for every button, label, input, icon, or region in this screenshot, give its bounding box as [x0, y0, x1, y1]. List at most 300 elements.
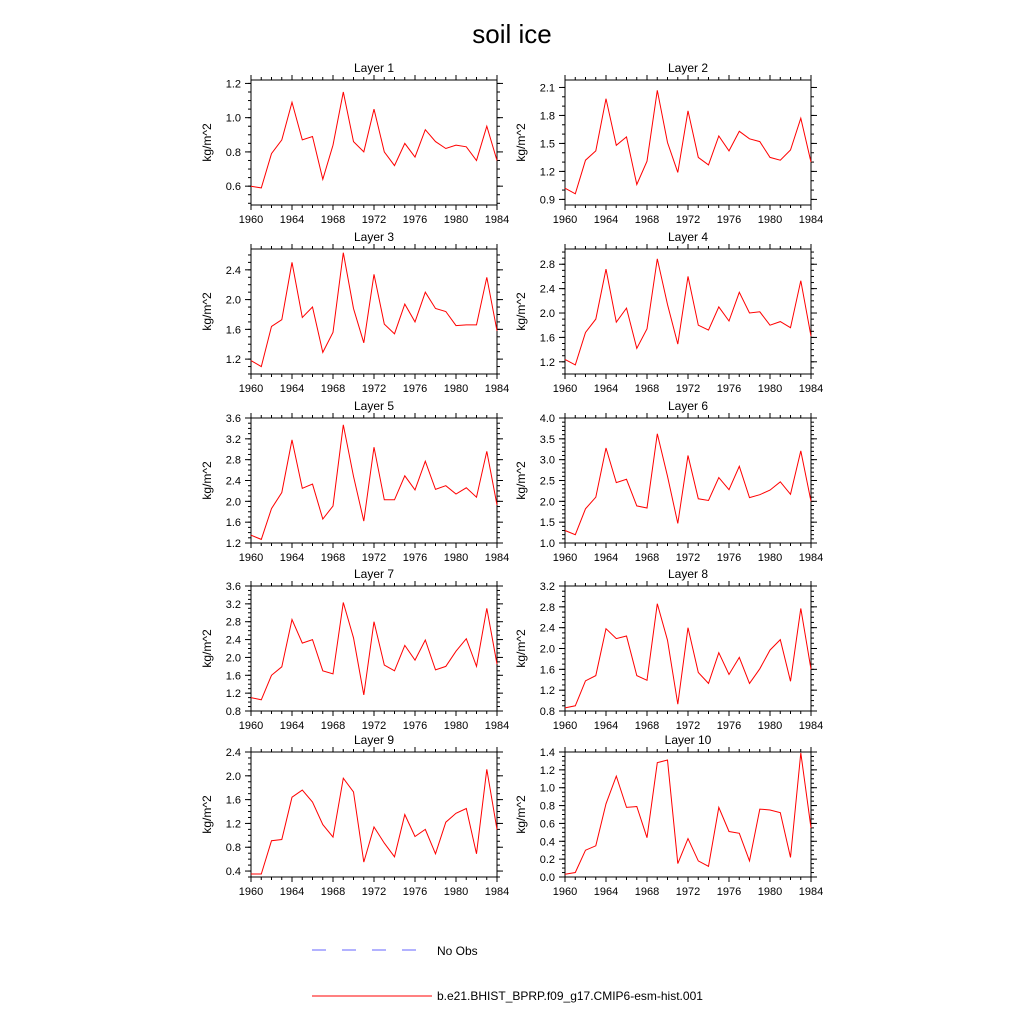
data-point: [626, 479, 627, 480]
data-point: [322, 179, 323, 180]
data-point: [657, 433, 658, 434]
y-tick-label: 2.1: [539, 82, 555, 95]
x-tick-label: 1960: [238, 383, 264, 395]
data-point: [585, 680, 586, 681]
data-point: [780, 812, 781, 813]
y-tick-label: 1.5: [539, 517, 555, 530]
data-point: [445, 148, 446, 149]
data-point: [384, 664, 385, 665]
data-point: [384, 151, 385, 152]
data-point: [302, 643, 303, 644]
x-tick-label: 1984: [484, 720, 510, 732]
data-point: [414, 660, 415, 661]
data-point: [667, 759, 668, 760]
data-point: [486, 126, 487, 127]
data-point: [435, 489, 436, 490]
data-point: [281, 139, 282, 140]
y-tick-label: 2.4: [225, 475, 241, 488]
data-point: [445, 666, 446, 667]
data-point: [616, 638, 617, 639]
data-point: [657, 258, 658, 259]
data-point: [575, 364, 576, 365]
x-tick-label: 1964: [593, 886, 619, 898]
data-point: [312, 306, 313, 307]
data-point: [455, 144, 456, 145]
data-point: [466, 638, 467, 639]
y-tick-label: 1.2: [539, 685, 555, 698]
data-point: [605, 269, 606, 270]
panel-title: Layer 6: [667, 399, 709, 413]
data-point: [353, 141, 354, 142]
data-point: [698, 672, 699, 673]
x-tick-label: 1984: [798, 886, 824, 898]
x-tick-label: 1964: [279, 214, 305, 226]
x-tick-label: 1964: [279, 383, 305, 395]
data-point: [394, 165, 395, 166]
data-point: [312, 136, 313, 137]
panel-grid: [200, 61, 823, 898]
data-point: [790, 327, 791, 328]
x-tick-label: 1968: [634, 552, 660, 564]
data-point: [312, 639, 313, 640]
data-point: [291, 439, 292, 440]
data-point: [343, 252, 344, 253]
data-point: [800, 752, 801, 753]
data-point: [616, 776, 617, 777]
data-point: [343, 91, 344, 92]
data-point: [575, 705, 576, 706]
data-point: [404, 814, 405, 815]
y-tick-label: 2.0: [225, 496, 241, 509]
data-point: [646, 161, 647, 162]
data-point: [595, 675, 596, 676]
data-point: [718, 477, 719, 478]
data-point: [291, 797, 292, 798]
data-point: [343, 602, 344, 603]
y-tick-label: 0.0: [539, 872, 555, 884]
data-point: [616, 322, 617, 323]
data-point: [687, 627, 688, 628]
data-point: [718, 807, 719, 808]
data-point: [261, 366, 262, 367]
data-point: [414, 836, 415, 837]
y-tick-label: 1.6: [539, 664, 555, 677]
x-tick-label: 1964: [593, 552, 619, 564]
data-point: [677, 344, 678, 345]
data-point: [564, 874, 565, 875]
data-point: [271, 508, 272, 509]
data-point: [564, 188, 565, 189]
data-point: [626, 807, 627, 808]
y-tick-label: 3.2: [225, 433, 241, 446]
x-tick-label: 1960: [552, 552, 578, 564]
data-point: [718, 135, 719, 136]
panel-3: [200, 230, 509, 395]
y-tick-label: 1.8: [539, 110, 555, 123]
data-point: [394, 333, 395, 334]
data-point: [322, 518, 323, 519]
data-point: [657, 90, 658, 91]
x-tick-label: 1984: [798, 214, 824, 226]
data-point: [575, 534, 576, 535]
y-tick-label: 4.0: [539, 413, 555, 425]
data-point: [585, 160, 586, 161]
data-point: [353, 791, 354, 792]
panel-title: Layer 3: [353, 230, 395, 244]
x-tick-label: 1960: [238, 552, 264, 564]
panel-9: [200, 733, 509, 898]
data-point: [435, 853, 436, 854]
panel-title: Layer 4: [667, 230, 709, 244]
data-point: [646, 328, 647, 329]
y-tick-label: 2.0: [225, 652, 241, 665]
data-point: [455, 493, 456, 494]
data-point: [271, 840, 272, 841]
data-point: [780, 639, 781, 640]
data-point: [322, 352, 323, 353]
panel-title: Layer 5: [353, 399, 395, 413]
legend-no-obs-label: No Obs: [437, 944, 478, 958]
data-point: [687, 455, 688, 456]
data-point: [343, 424, 344, 425]
x-tick-label: 1960: [238, 886, 264, 898]
x-tick-label: 1984: [798, 383, 824, 395]
data-point: [496, 330, 497, 331]
y-axis-label: kg/m^2: [200, 461, 214, 500]
x-tick-label: 1964: [593, 720, 619, 732]
data-point: [564, 707, 565, 708]
data-point: [414, 321, 415, 322]
data-point: [728, 831, 729, 832]
data-point: [373, 274, 374, 275]
data-point: [363, 862, 364, 863]
data-point: [373, 447, 374, 448]
data-point: [718, 306, 719, 307]
y-tick-label: 1.2: [225, 688, 241, 701]
data-point: [636, 505, 637, 506]
data-point: [749, 860, 750, 861]
y-tick-label: 1.2: [539, 356, 555, 369]
data-point: [657, 603, 658, 604]
plot-frame: [565, 418, 811, 543]
data-point: [486, 451, 487, 452]
data-point: [486, 277, 487, 278]
x-tick-label: 1980: [443, 214, 469, 226]
data-point: [476, 160, 477, 161]
y-tick-label: 2.4: [225, 264, 241, 277]
data-point: [302, 789, 303, 790]
data-point: [759, 311, 760, 312]
series-line: [565, 90, 811, 194]
data-point: [698, 157, 699, 158]
data-point: [291, 102, 292, 103]
y-axis-label: kg/m^2: [200, 795, 214, 834]
x-tick-label: 1972: [675, 383, 701, 395]
x-tick-label: 1960: [552, 383, 578, 395]
plot-frame: [251, 418, 497, 543]
x-tick-label: 1960: [552, 886, 578, 898]
plot-frame: [251, 249, 497, 374]
data-point: [728, 489, 729, 490]
y-axis-label: kg/m^2: [514, 292, 528, 331]
y-tick-label: 2.0: [539, 496, 555, 509]
data-point: [605, 628, 606, 629]
data-point: [749, 497, 750, 498]
x-tick-label: 1984: [484, 214, 510, 226]
data-point: [384, 499, 385, 500]
data-point: [435, 669, 436, 670]
data-point: [281, 319, 282, 320]
data-point: [312, 801, 313, 802]
data-point: [780, 481, 781, 482]
x-tick-label: 1968: [320, 552, 346, 564]
y-tick-label: 1.0: [225, 112, 241, 125]
y-tick-label: 1.2: [225, 354, 241, 367]
data-point: [363, 151, 364, 152]
x-tick-label: 1968: [320, 886, 346, 898]
data-point: [790, 681, 791, 682]
data-point: [810, 827, 811, 828]
data-point: [646, 680, 647, 681]
x-tick-label: 1984: [484, 552, 510, 564]
data-point: [332, 673, 333, 674]
data-point: [739, 657, 740, 658]
data-point: [291, 619, 292, 620]
data-point: [435, 141, 436, 142]
y-tick-label: 3.2: [225, 598, 241, 611]
y-tick-label: 1.0: [539, 782, 555, 795]
data-point: [394, 499, 395, 500]
panel-title: Layer 7: [353, 567, 395, 581]
y-tick-label: 3.0: [539, 454, 555, 467]
x-tick-label: 1980: [757, 214, 783, 226]
data-point: [466, 808, 467, 809]
data-point: [698, 325, 699, 326]
data-point: [373, 109, 374, 110]
y-tick-label: 2.5: [539, 475, 555, 488]
data-point: [271, 675, 272, 676]
data-point: [677, 523, 678, 524]
y-tick-label: 0.8: [225, 146, 241, 159]
data-point: [445, 822, 446, 823]
panel-title: Layer 2: [667, 61, 709, 75]
data-point: [646, 837, 647, 838]
y-tick-label: 1.2: [225, 78, 241, 91]
data-point: [394, 670, 395, 671]
data-point: [749, 683, 750, 684]
series-line: [565, 753, 811, 874]
data-point: [332, 144, 333, 145]
x-tick-label: 1968: [320, 720, 346, 732]
x-tick-label: 1976: [716, 552, 742, 564]
x-tick-label: 1976: [402, 886, 428, 898]
panel-4: [514, 230, 823, 395]
y-axis-label: kg/m^2: [200, 123, 214, 162]
data-point: [281, 666, 282, 667]
data-point: [687, 276, 688, 277]
y-tick-label: 1.6: [225, 517, 241, 530]
y-tick-label: 0.4: [225, 866, 241, 879]
data-point: [496, 664, 497, 665]
x-tick-label: 1968: [320, 214, 346, 226]
y-tick-label: 0.8: [225, 706, 241, 718]
data-point: [373, 826, 374, 827]
y-axis-label: kg/m^2: [200, 292, 214, 331]
data-point: [728, 320, 729, 321]
panel-6: [514, 399, 823, 564]
data-point: [455, 325, 456, 326]
data-point: [404, 143, 405, 144]
data-point: [780, 160, 781, 161]
y-tick-label: 1.0: [539, 538, 555, 550]
data-point: [302, 139, 303, 140]
y-axis-label: kg/m^2: [514, 123, 528, 162]
data-point: [759, 141, 760, 142]
data-point: [445, 311, 446, 312]
y-tick-label: 1.6: [539, 332, 555, 345]
series-line: [251, 92, 497, 188]
data-point: [332, 332, 333, 333]
data-point: [759, 494, 760, 495]
data-point: [271, 326, 272, 327]
y-tick-label: 2.4: [225, 747, 241, 759]
x-tick-label: 1968: [634, 383, 660, 395]
series-line: [565, 259, 811, 365]
x-tick-label: 1980: [757, 886, 783, 898]
x-tick-label: 1980: [443, 720, 469, 732]
data-point: [708, 683, 709, 684]
data-point: [575, 872, 576, 873]
plot-frame: [565, 80, 811, 205]
y-tick-label: 1.2: [539, 166, 555, 179]
data-point: [322, 670, 323, 671]
data-point: [281, 492, 282, 493]
data-point: [810, 336, 811, 337]
data-point: [271, 153, 272, 154]
data-point: [810, 501, 811, 502]
y-tick-label: 1.6: [225, 324, 241, 337]
data-point: [425, 129, 426, 130]
data-point: [667, 304, 668, 305]
data-point: [708, 329, 709, 330]
data-point: [677, 863, 678, 864]
y-tick-label: 2.8: [539, 259, 555, 272]
data-point: [626, 635, 627, 636]
x-tick-label: 1976: [402, 552, 428, 564]
data-point: [404, 303, 405, 304]
y-tick-label: 1.2: [225, 538, 241, 550]
plot-frame: [251, 80, 497, 205]
y-tick-label: 3.5: [539, 433, 555, 446]
x-tick-label: 1972: [675, 552, 701, 564]
data-point: [790, 149, 791, 150]
panel-2: [514, 61, 823, 226]
data-point: [677, 172, 678, 173]
y-tick-label: 2.4: [539, 622, 555, 635]
x-tick-label: 1976: [716, 383, 742, 395]
data-point: [667, 476, 668, 477]
data-point: [687, 838, 688, 839]
y-tick-label: 0.6: [225, 181, 241, 194]
data-point: [404, 475, 405, 476]
x-tick-label: 1980: [443, 552, 469, 564]
data-point: [332, 505, 333, 506]
y-tick-label: 0.4: [539, 836, 555, 849]
series-line: [251, 253, 497, 367]
data-point: [708, 164, 709, 165]
data-point: [466, 324, 467, 325]
x-tick-label: 1972: [361, 720, 387, 732]
data-point: [646, 507, 647, 508]
x-tick-label: 1960: [238, 720, 264, 732]
panel-8: [514, 567, 823, 732]
data-point: [414, 156, 415, 157]
x-tick-label: 1984: [484, 886, 510, 898]
data-point: [343, 778, 344, 779]
y-tick-label: 0.2: [539, 854, 555, 867]
data-point: [605, 803, 606, 804]
y-axis-label: kg/m^2: [514, 795, 528, 834]
x-tick-label: 1976: [716, 886, 742, 898]
data-point: [363, 521, 364, 522]
y-axis-label: kg/m^2: [514, 461, 528, 500]
data-point: [667, 640, 668, 641]
data-point: [291, 262, 292, 263]
panel-5: [200, 399, 509, 564]
y-tick-label: 3.6: [225, 581, 241, 593]
x-tick-label: 1972: [675, 886, 701, 898]
data-point: [616, 145, 617, 146]
panel-1: [200, 61, 509, 226]
series-line: [565, 604, 811, 708]
x-tick-label: 1960: [238, 214, 264, 226]
data-point: [677, 704, 678, 705]
panel-title: Layer 10: [664, 733, 712, 747]
data-point: [455, 651, 456, 652]
data-point: [425, 461, 426, 462]
y-tick-label: 2.4: [539, 283, 555, 296]
x-tick-label: 1980: [443, 383, 469, 395]
data-point: [769, 649, 770, 650]
data-point: [564, 530, 565, 531]
data-point: [302, 317, 303, 318]
data-point: [414, 489, 415, 490]
x-tick-label: 1980: [757, 552, 783, 564]
y-axis-label: kg/m^2: [514, 629, 528, 668]
data-point: [636, 348, 637, 349]
data-point: [476, 666, 477, 667]
data-point: [749, 138, 750, 139]
panel-title: Layer 1: [353, 61, 395, 75]
data-point: [810, 669, 811, 670]
data-point: [605, 98, 606, 99]
x-tick-label: 1984: [798, 552, 824, 564]
data-point: [708, 866, 709, 867]
data-point: [616, 482, 617, 483]
data-point: [363, 694, 364, 695]
data-point: [698, 860, 699, 861]
data-point: [496, 504, 497, 505]
y-tick-label: 2.4: [225, 634, 241, 647]
x-tick-label: 1972: [361, 552, 387, 564]
data-point: [394, 856, 395, 857]
y-axis-label: kg/m^2: [200, 629, 214, 668]
data-point: [595, 319, 596, 320]
data-point: [759, 668, 760, 669]
x-tick-label: 1964: [593, 383, 619, 395]
data-point: [496, 829, 497, 830]
y-tick-label: 1.6: [225, 670, 241, 683]
